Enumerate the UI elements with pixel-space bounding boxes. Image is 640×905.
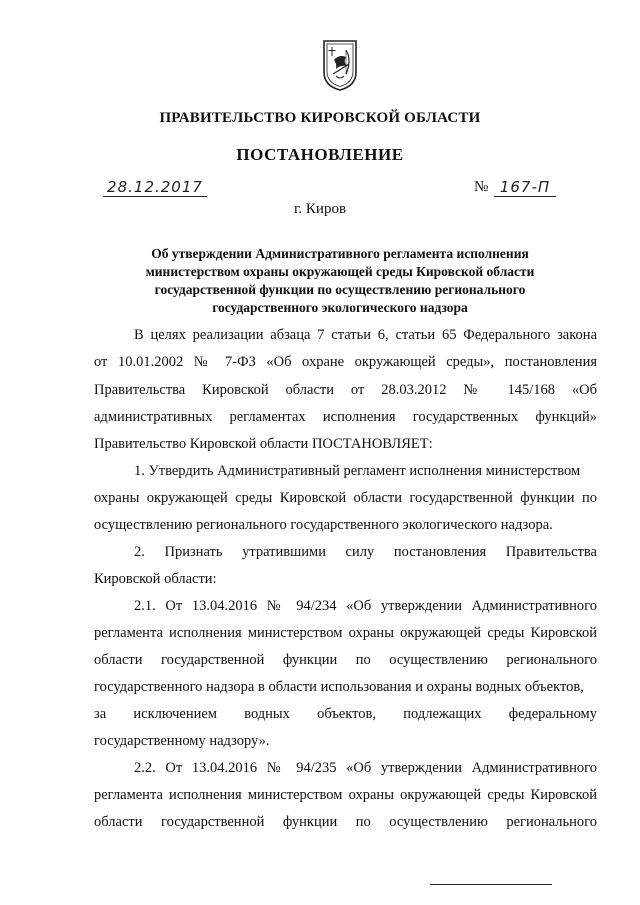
body-line: за исключением водных объектов, подлежащих федеральному	[94, 706, 597, 722]
body-line: регламента исполнения министерством охраны окружающей среды Кировской	[94, 625, 597, 641]
body-line: Правительство Кировской области ПОСТАНОВЛЯЕТ:	[94, 436, 433, 452]
subject-line: министерством охраны окружающей среды Кировской области	[145, 264, 535, 279]
body-line: Кировской области:	[94, 571, 217, 587]
document-subject	[130, 245, 550, 317]
body-line: от 10.01.2002 № 7-ФЗ «Об охране окружающей среды», постановления	[94, 354, 597, 370]
body-line: охраны окружающей среды Кировской области государственной функции по	[94, 490, 597, 506]
body-line: 2. Признать утратившими силу постановления Правительства	[134, 544, 597, 560]
kirov-coat-of-arms-icon	[322, 38, 358, 92]
subject-line: государственной функции по осуществлению регионального	[154, 282, 526, 297]
document-type-title: ПОСТАНОВЛЕНИЕ	[236, 145, 404, 164]
subject-line: Об утверждении Административного регламента исполнения	[151, 246, 529, 261]
body-line: В целях реализации абзаца 7 статьи 6, статьи 65 Федерального закона	[134, 327, 597, 343]
number-label: №	[474, 179, 489, 195]
body-line: области государственной функции по осуществлению регионального	[94, 652, 597, 668]
body-line: 2.1. От 13.04.2016 № 94/234 «Об утверждении Административного	[134, 598, 597, 614]
signature-rule	[430, 884, 552, 885]
subject-line: государственного экологического надзора	[212, 300, 468, 315]
body-line: осуществлению регионального государственного экологического надзора.	[94, 517, 553, 533]
body-line: 2.2. От 13.04.2016 № 94/235 «Об утверждении Административного	[134, 760, 597, 776]
city-line: г. Киров	[293, 201, 347, 217]
body-line: Правительства Кировской области от 28.03.2012 № 145/168 «Об	[94, 382, 597, 398]
body-line: области государственной функции по осуществлению регионального	[94, 814, 597, 830]
body-line: административных регламентах исполнения государственных функций»	[94, 409, 597, 425]
body-line: 1. Утвердить Административный регламент исполнения министерством	[134, 463, 581, 479]
document-date: 28.12.2017	[103, 178, 207, 197]
body-line: государственному надзору».	[94, 733, 270, 749]
government-title: ПРАВИТЕЛЬСТВО КИРОВСКОЙ ОБЛАСТИ	[159, 110, 481, 126]
body-line: государственного надзора в области использования и охраны водных объектов,	[94, 679, 584, 695]
body-line: регламента исполнения министерством охраны окружающей среды Кировской	[94, 787, 597, 803]
document-number: 167-П	[494, 178, 556, 197]
